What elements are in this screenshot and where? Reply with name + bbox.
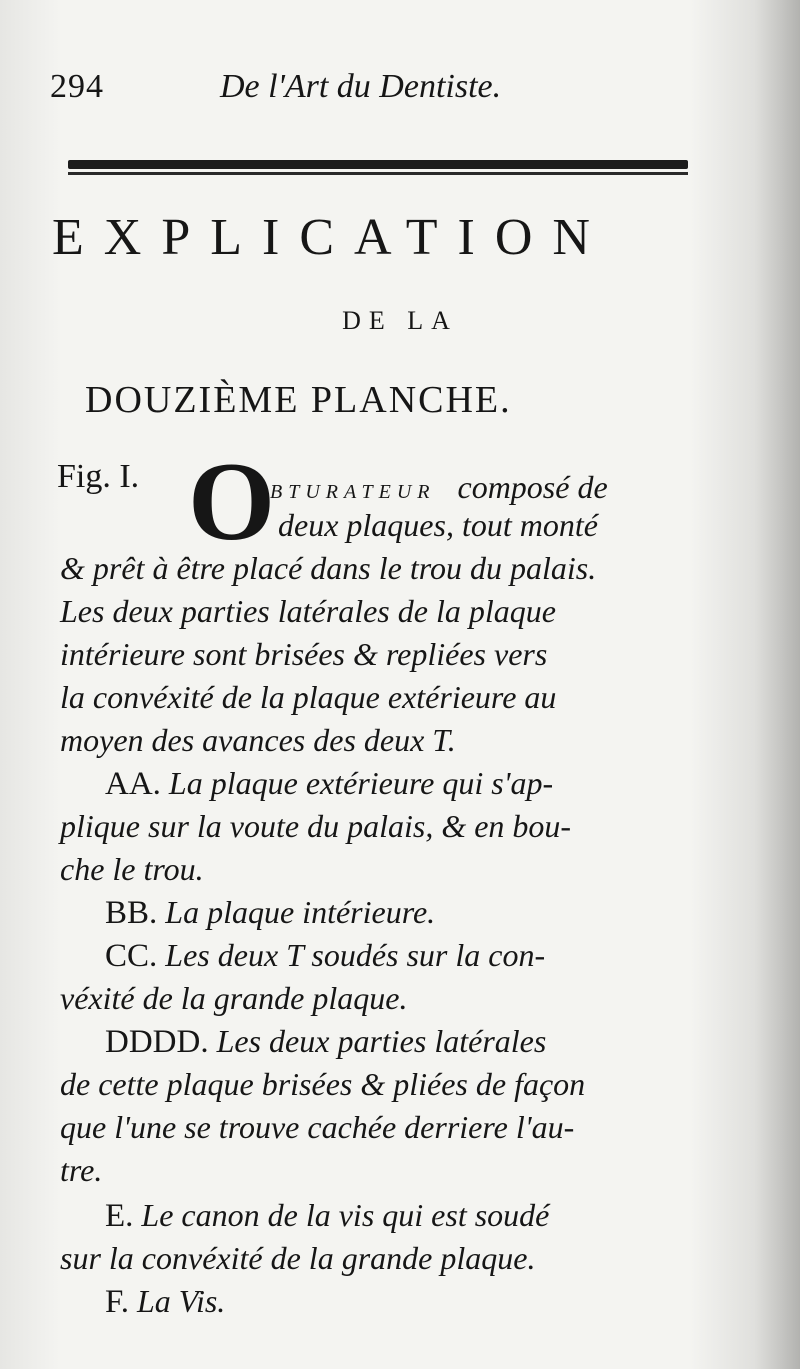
body-line <box>270 466 710 508</box>
entry-text: La plaque intérieure. <box>165 894 436 930</box>
body-text: composé de <box>457 469 608 505</box>
section-title: EXPLICATION <box>52 209 610 266</box>
entry-key: E. <box>105 1198 134 1234</box>
entry-text: Les deux parties latérales <box>216 1023 547 1059</box>
entry-text: La Vis. <box>136 1283 226 1319</box>
body-line: & prêt à être placé dans le trou du palais. <box>60 550 597 586</box>
plate-heading: DOUZIÈME PLANCHE. <box>85 379 512 421</box>
entry-cc <box>105 934 760 976</box>
body-line: sur la convéxité de la grande plaque. <box>60 1240 536 1276</box>
running-head: De l'Art du Dentiste. <box>220 68 502 105</box>
body-line: de cette plaque brisées & pliées de façon <box>60 1066 586 1102</box>
entry-text: Le canon de la vis qui est soudé <box>141 1197 550 1233</box>
page-header <box>50 68 710 118</box>
entry-text: La plaque extérieure qui s'ap- <box>168 765 554 801</box>
entry-text: Les deux T soudés sur la con- <box>165 937 546 973</box>
body-line: Les deux parties latérales de la plaque <box>60 593 556 629</box>
entry-e <box>105 1194 760 1236</box>
body-line: deux plaques, tout monté <box>278 507 598 543</box>
entry-key: F. <box>105 1284 129 1320</box>
body-line: la convéxité de la plaque extérieure au <box>60 679 557 715</box>
body-line: plique sur la voute du palais, & en bou- <box>60 808 572 844</box>
body-line: tre. <box>60 1152 103 1188</box>
body-line: moyen des avances des deux T. <box>60 722 456 758</box>
entry-dddd <box>105 1020 760 1062</box>
page-edge-shadow <box>754 0 800 1369</box>
body-line: véxité de la grande plaque. <box>60 980 408 1016</box>
entry-f <box>105 1280 760 1322</box>
body-line: que l'une se trouve cachée derriere l'au- <box>60 1109 575 1145</box>
entry-key: BB. <box>105 895 158 931</box>
drop-cap: O <box>188 440 276 564</box>
entry-bb <box>105 891 760 933</box>
entry-key: CC. <box>105 938 158 974</box>
page-number: 294 <box>50 68 104 105</box>
header-rule-thick <box>68 160 688 169</box>
entry-key: AA. <box>105 766 161 802</box>
body-line: intérieure sont brisées & repliées vers <box>60 636 548 672</box>
header-rule-thin <box>68 172 688 175</box>
first-word-small-caps: BTURATEUR <box>270 481 436 503</box>
entry-aa <box>105 762 760 804</box>
entry-key: DDDD. <box>105 1024 209 1060</box>
section-subtitle: DE LA <box>342 306 458 335</box>
body-line: che le trou. <box>60 851 204 887</box>
figure-label: Fig. I. <box>57 458 140 495</box>
